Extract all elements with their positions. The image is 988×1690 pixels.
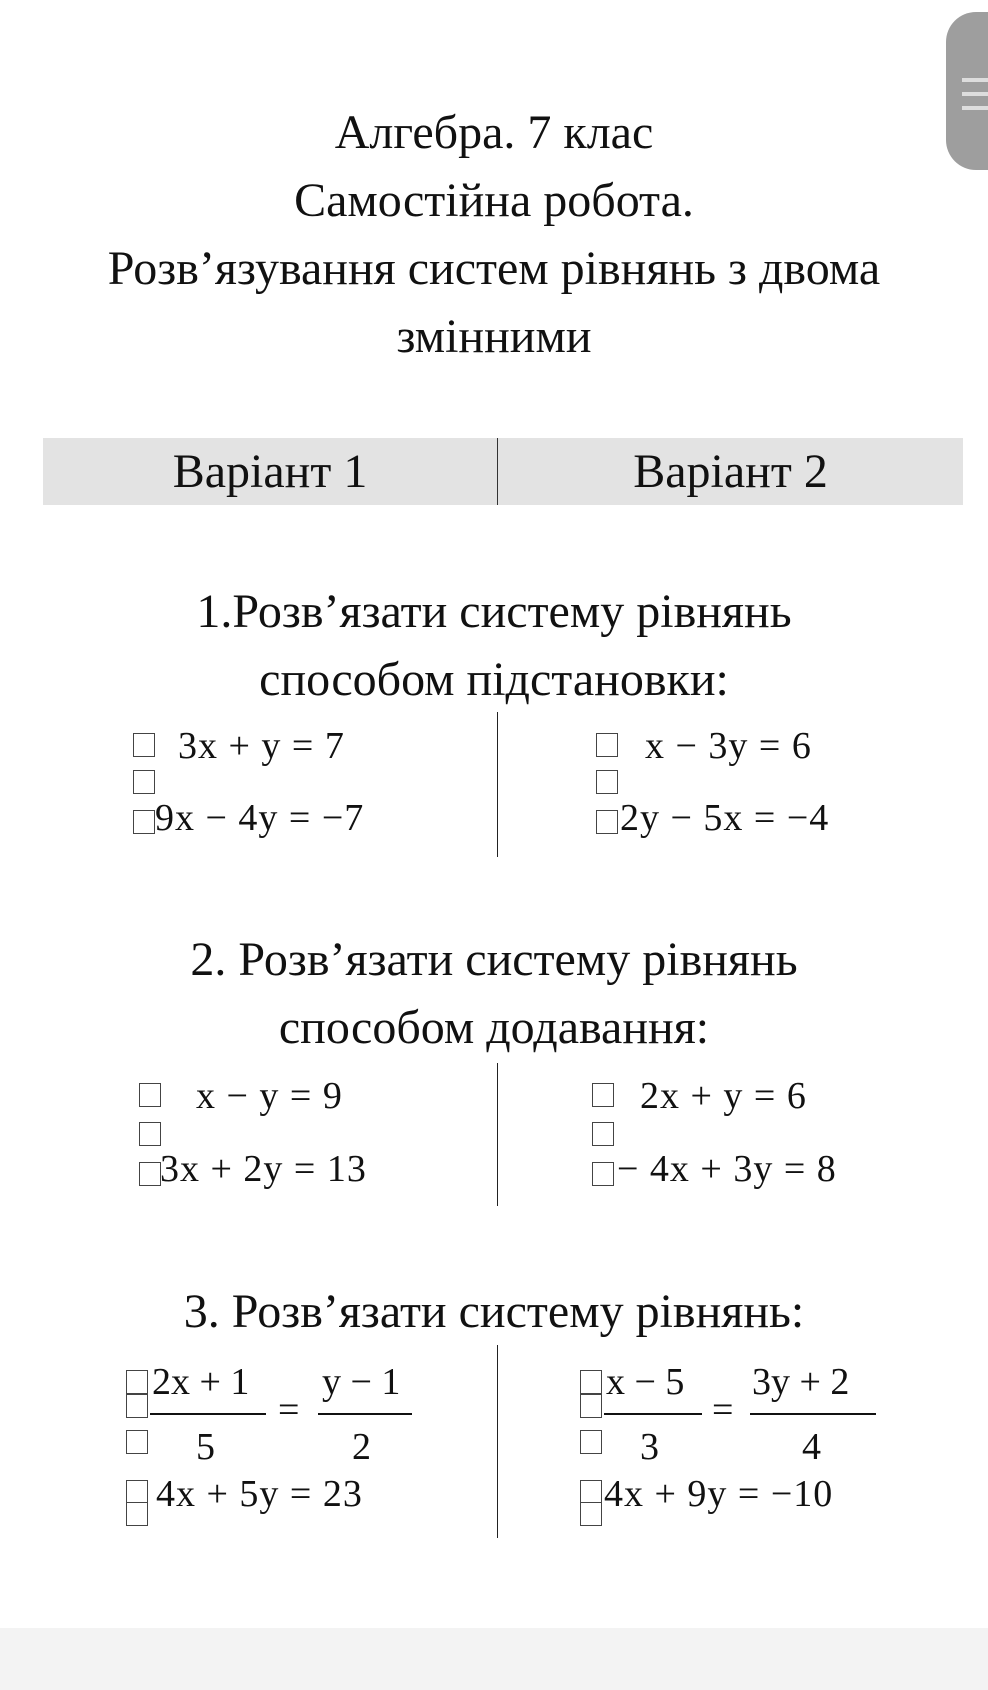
- task-1-divider: [497, 712, 498, 857]
- bottom-bar: [0, 1628, 988, 1690]
- system-brace-icon: [126, 1502, 148, 1526]
- system-brace-icon: [580, 1480, 602, 1504]
- system-brace-icon: [592, 1083, 614, 1107]
- t3-v2-equals: =: [712, 1389, 734, 1431]
- t3-v1-eq2: 4x + 5y = 23: [156, 1473, 363, 1515]
- t2-v2-eq1: 2x + y = 6: [640, 1075, 807, 1117]
- t1-v2-eq1: x − 3y = 6: [645, 725, 812, 767]
- side-menu-handle[interactable]: [946, 12, 988, 170]
- t2-v1-eq1: x − y = 9: [196, 1075, 343, 1117]
- t3-v1-num-left: 2x + 1: [152, 1361, 250, 1403]
- t3-v2-den-right: 4: [802, 1426, 821, 1468]
- t1-v1-eq2: 9x − 4y = −7: [155, 797, 365, 839]
- system-brace-icon: [126, 1370, 148, 1394]
- title-line-3: Розв’язування систем рівнянь з двома: [107, 242, 881, 295]
- t2-v2-eq2: − 4x + 3y = 8: [617, 1148, 837, 1190]
- variant-header: [43, 438, 963, 505]
- task-2-divider: [497, 1063, 498, 1206]
- system-brace-icon: [133, 770, 155, 794]
- title-line-2: Самостійна робота.: [294, 174, 694, 227]
- system-brace-icon: [133, 733, 155, 757]
- t3-v1-equals: =: [278, 1389, 300, 1431]
- fraction-bar: [318, 1413, 412, 1415]
- system-brace-icon: [580, 1394, 602, 1418]
- t3-v1-den-right: 2: [352, 1426, 371, 1468]
- system-brace-icon: [596, 810, 618, 834]
- t1-v2-eq2: 2y − 5x = −4: [620, 797, 830, 839]
- page-title: [0, 99, 988, 371]
- system-brace-icon: [592, 1122, 614, 1146]
- task-1-heading-line-1: 1.Розв’язати систему рівнянь: [196, 585, 792, 638]
- system-brace-icon: [126, 1480, 148, 1504]
- system-brace-icon: [596, 733, 618, 757]
- fraction-bar: [604, 1413, 702, 1415]
- variant-2-label: Варіант 2: [633, 445, 828, 498]
- title-line-1: Алгебра. 7 клас: [334, 106, 654, 159]
- title-line-4: змінними: [396, 310, 592, 363]
- system-brace-icon: [133, 810, 155, 834]
- system-brace-icon: [596, 770, 618, 794]
- variant-1-label: Варіант 1: [172, 445, 368, 498]
- system-brace-icon: [139, 1162, 161, 1186]
- system-brace-icon: [580, 1502, 602, 1526]
- task-3-divider: [497, 1345, 498, 1538]
- t3-v1-den-left: 5: [196, 1426, 215, 1468]
- system-brace-icon: [126, 1394, 148, 1418]
- t1-v1-eq1: 3x + y = 7: [178, 725, 345, 767]
- task-2-heading-line-1: 2. Розв’язати систему рівнянь: [190, 933, 798, 986]
- system-brace-icon: [126, 1430, 148, 1454]
- task-2-heading-line-2: способом додавання:: [278, 1001, 710, 1054]
- system-brace-icon: [139, 1122, 161, 1146]
- t3-v2-num-left: x − 5: [606, 1361, 685, 1403]
- t3-v2-eq2: 4x + 9y = −10: [604, 1473, 834, 1515]
- t3-v2-num-right: 3y + 2: [752, 1361, 850, 1403]
- system-brace-icon: [592, 1162, 614, 1186]
- t2-v1-eq2: 3x + 2y = 13: [160, 1148, 367, 1190]
- system-brace-icon: [580, 1370, 602, 1394]
- fraction-bar: [750, 1413, 876, 1415]
- task-3-heading: 3. Розв’язати систему рівнянь:: [183, 1285, 805, 1338]
- task-1-heading-line-2: способом підстановки:: [259, 653, 729, 706]
- fraction-bar: [150, 1413, 266, 1415]
- t3-v1-num-right: y − 1: [322, 1361, 401, 1403]
- menu-icon: [962, 78, 988, 82]
- t3-v2-den-left: 3: [640, 1426, 659, 1468]
- system-brace-icon: [580, 1430, 602, 1454]
- system-brace-icon: [139, 1083, 161, 1107]
